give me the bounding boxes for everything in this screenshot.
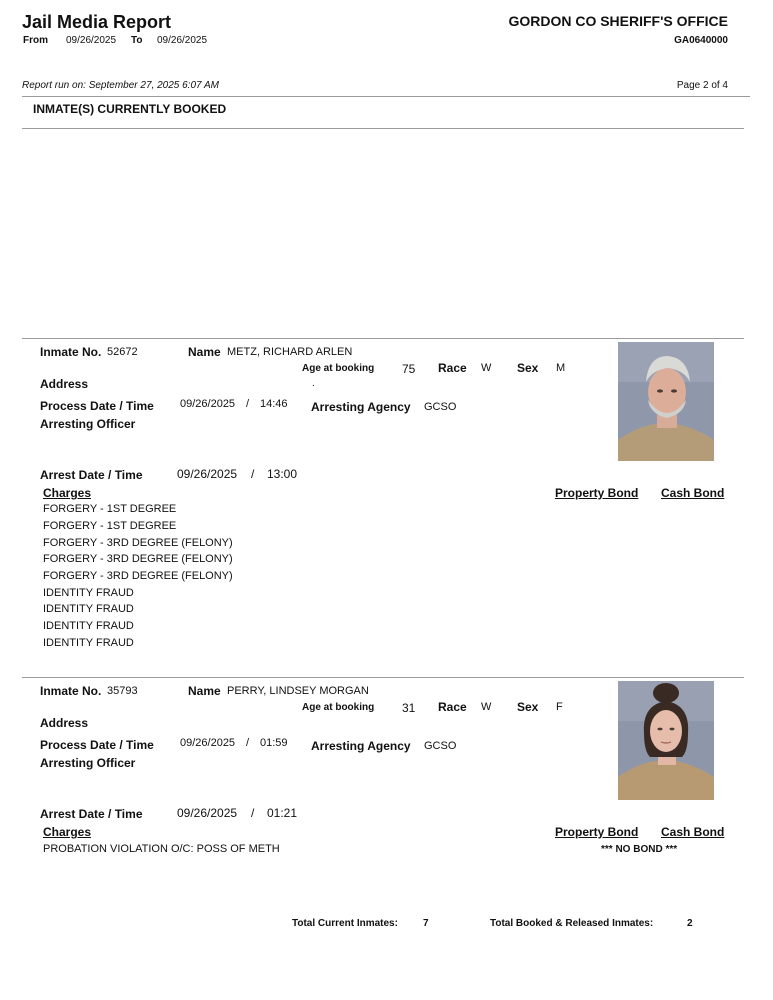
arrest-date-value: 09/26/2025	[177, 806, 238, 820]
charge-item: IDENTITY FRAUD	[43, 620, 134, 632]
arresting-agency-label: Arresting Agency	[311, 400, 411, 414]
process-date-label: Process Date / Time	[40, 399, 154, 413]
header-divider	[22, 96, 750, 97]
arrest-slash: /	[251, 806, 255, 820]
process-date-label: Process Date / Time	[40, 738, 154, 752]
page-number: Page 2 of 4	[676, 80, 728, 91]
process-time-value: 01:59	[260, 737, 288, 749]
name-label: Name	[188, 684, 221, 698]
report-title: Jail Media Report	[22, 12, 172, 32]
sex-value: M	[556, 362, 566, 374]
agency-code: GA0640000	[674, 35, 728, 46]
race-label: Race	[438, 361, 467, 375]
property-bond-label: Property Bond	[555, 825, 639, 839]
charge-item: IDENTITY FRAUD	[43, 603, 134, 615]
charge-item: FORGERY - 1ST DEGREE	[43, 520, 177, 532]
section-divider	[22, 128, 744, 129]
sex-value: F	[556, 701, 563, 713]
total-current-value: 7	[423, 918, 429, 929]
arrest-time-value: 13:00	[267, 467, 298, 481]
section-title: INMATE(S) CURRENTLY BOOKED	[33, 102, 227, 116]
process-date-value: 09/26/2025	[180, 737, 236, 749]
inmate-no-label: Inmate No.	[40, 345, 102, 359]
address-label: Address	[40, 377, 89, 391]
arrest-time-value: 01:21	[267, 806, 298, 820]
race-value: W	[481, 362, 492, 374]
total-booked-released-label: Total Booked & Released Inmates:	[490, 918, 654, 929]
mugshot-photo	[618, 342, 714, 461]
mugshot-portrait-icon	[618, 342, 714, 461]
record-divider	[22, 677, 744, 678]
mugshot-photo	[618, 681, 714, 800]
agency-name: GORDON CO SHERIFF'S OFFICE	[508, 13, 728, 29]
arrest-slash: /	[251, 467, 255, 481]
name-value: METZ, RICHARD ARLEN	[227, 346, 353, 358]
sex-label: Sex	[517, 361, 539, 375]
arrest-date-label: Arrest Date / Time	[40, 807, 143, 821]
name-label: Name	[188, 345, 221, 359]
charge-item: FORGERY - 3RD DEGREE (FELONY)	[43, 570, 233, 582]
charge-item: FORGERY - 3RD DEGREE (FELONY)	[43, 553, 233, 565]
report-run-date: Report run on: September 27, 2025 6:07 AM	[22, 80, 219, 91]
arresting-agency-value: GCSO	[424, 401, 457, 413]
address-value: .	[312, 378, 315, 389]
to-date: 09/26/2025	[157, 35, 208, 46]
inmate-no-value: 35793	[107, 685, 138, 697]
from-date: 09/26/2025	[66, 35, 117, 46]
to-label: To	[131, 35, 143, 46]
inmate-no-value: 52672	[107, 346, 138, 358]
address-label: Address	[40, 716, 89, 730]
sex-label: Sex	[517, 700, 539, 714]
process-slash: /	[246, 737, 250, 749]
inmate-no-label: Inmate No.	[40, 684, 102, 698]
charge-item: FORGERY - 3RD DEGREE (FELONY)	[43, 537, 233, 549]
charges-label: Charges	[43, 825, 92, 839]
from-label: From	[23, 35, 48, 46]
total-current-label: Total Current Inmates:	[292, 918, 398, 929]
arresting-officer-label: Arresting Officer	[40, 417, 136, 431]
charge-item: FORGERY - 1ST DEGREE	[43, 503, 177, 515]
age-value: 75	[402, 362, 416, 376]
process-time-value: 14:46	[260, 398, 288, 410]
charge-item: IDENTITY FRAUD	[43, 587, 134, 599]
charges-label: Charges	[43, 486, 92, 500]
arresting-agency-label: Arresting Agency	[311, 739, 411, 753]
property-bond-label: Property Bond	[555, 486, 639, 500]
bond-note: *** NO BOND ***	[601, 844, 678, 855]
race-value: W	[481, 701, 492, 713]
cash-bond-label: Cash Bond	[661, 486, 725, 500]
mugshot-portrait-icon	[618, 681, 714, 800]
arresting-officer-label: Arresting Officer	[40, 756, 136, 770]
total-booked-released-value: 2	[687, 918, 693, 929]
age-label: Age at booking	[302, 702, 375, 713]
arrest-date-label: Arrest Date / Time	[40, 468, 143, 482]
process-slash: /	[246, 398, 250, 410]
charge-item: PROBATION VIOLATION O/C: POSS OF METH	[43, 843, 280, 855]
arresting-agency-value: GCSO	[424, 740, 457, 752]
charge-item: IDENTITY FRAUD	[43, 637, 134, 649]
age-value: 31	[402, 701, 416, 715]
record-divider	[22, 338, 744, 339]
cash-bond-label: Cash Bond	[661, 825, 725, 839]
race-label: Race	[438, 700, 467, 714]
name-value: PERRY, LINDSEY MORGAN	[227, 685, 369, 697]
arrest-date-value: 09/26/2025	[177, 467, 238, 481]
process-date-value: 09/26/2025	[180, 398, 236, 410]
age-label: Age at booking	[302, 363, 375, 374]
